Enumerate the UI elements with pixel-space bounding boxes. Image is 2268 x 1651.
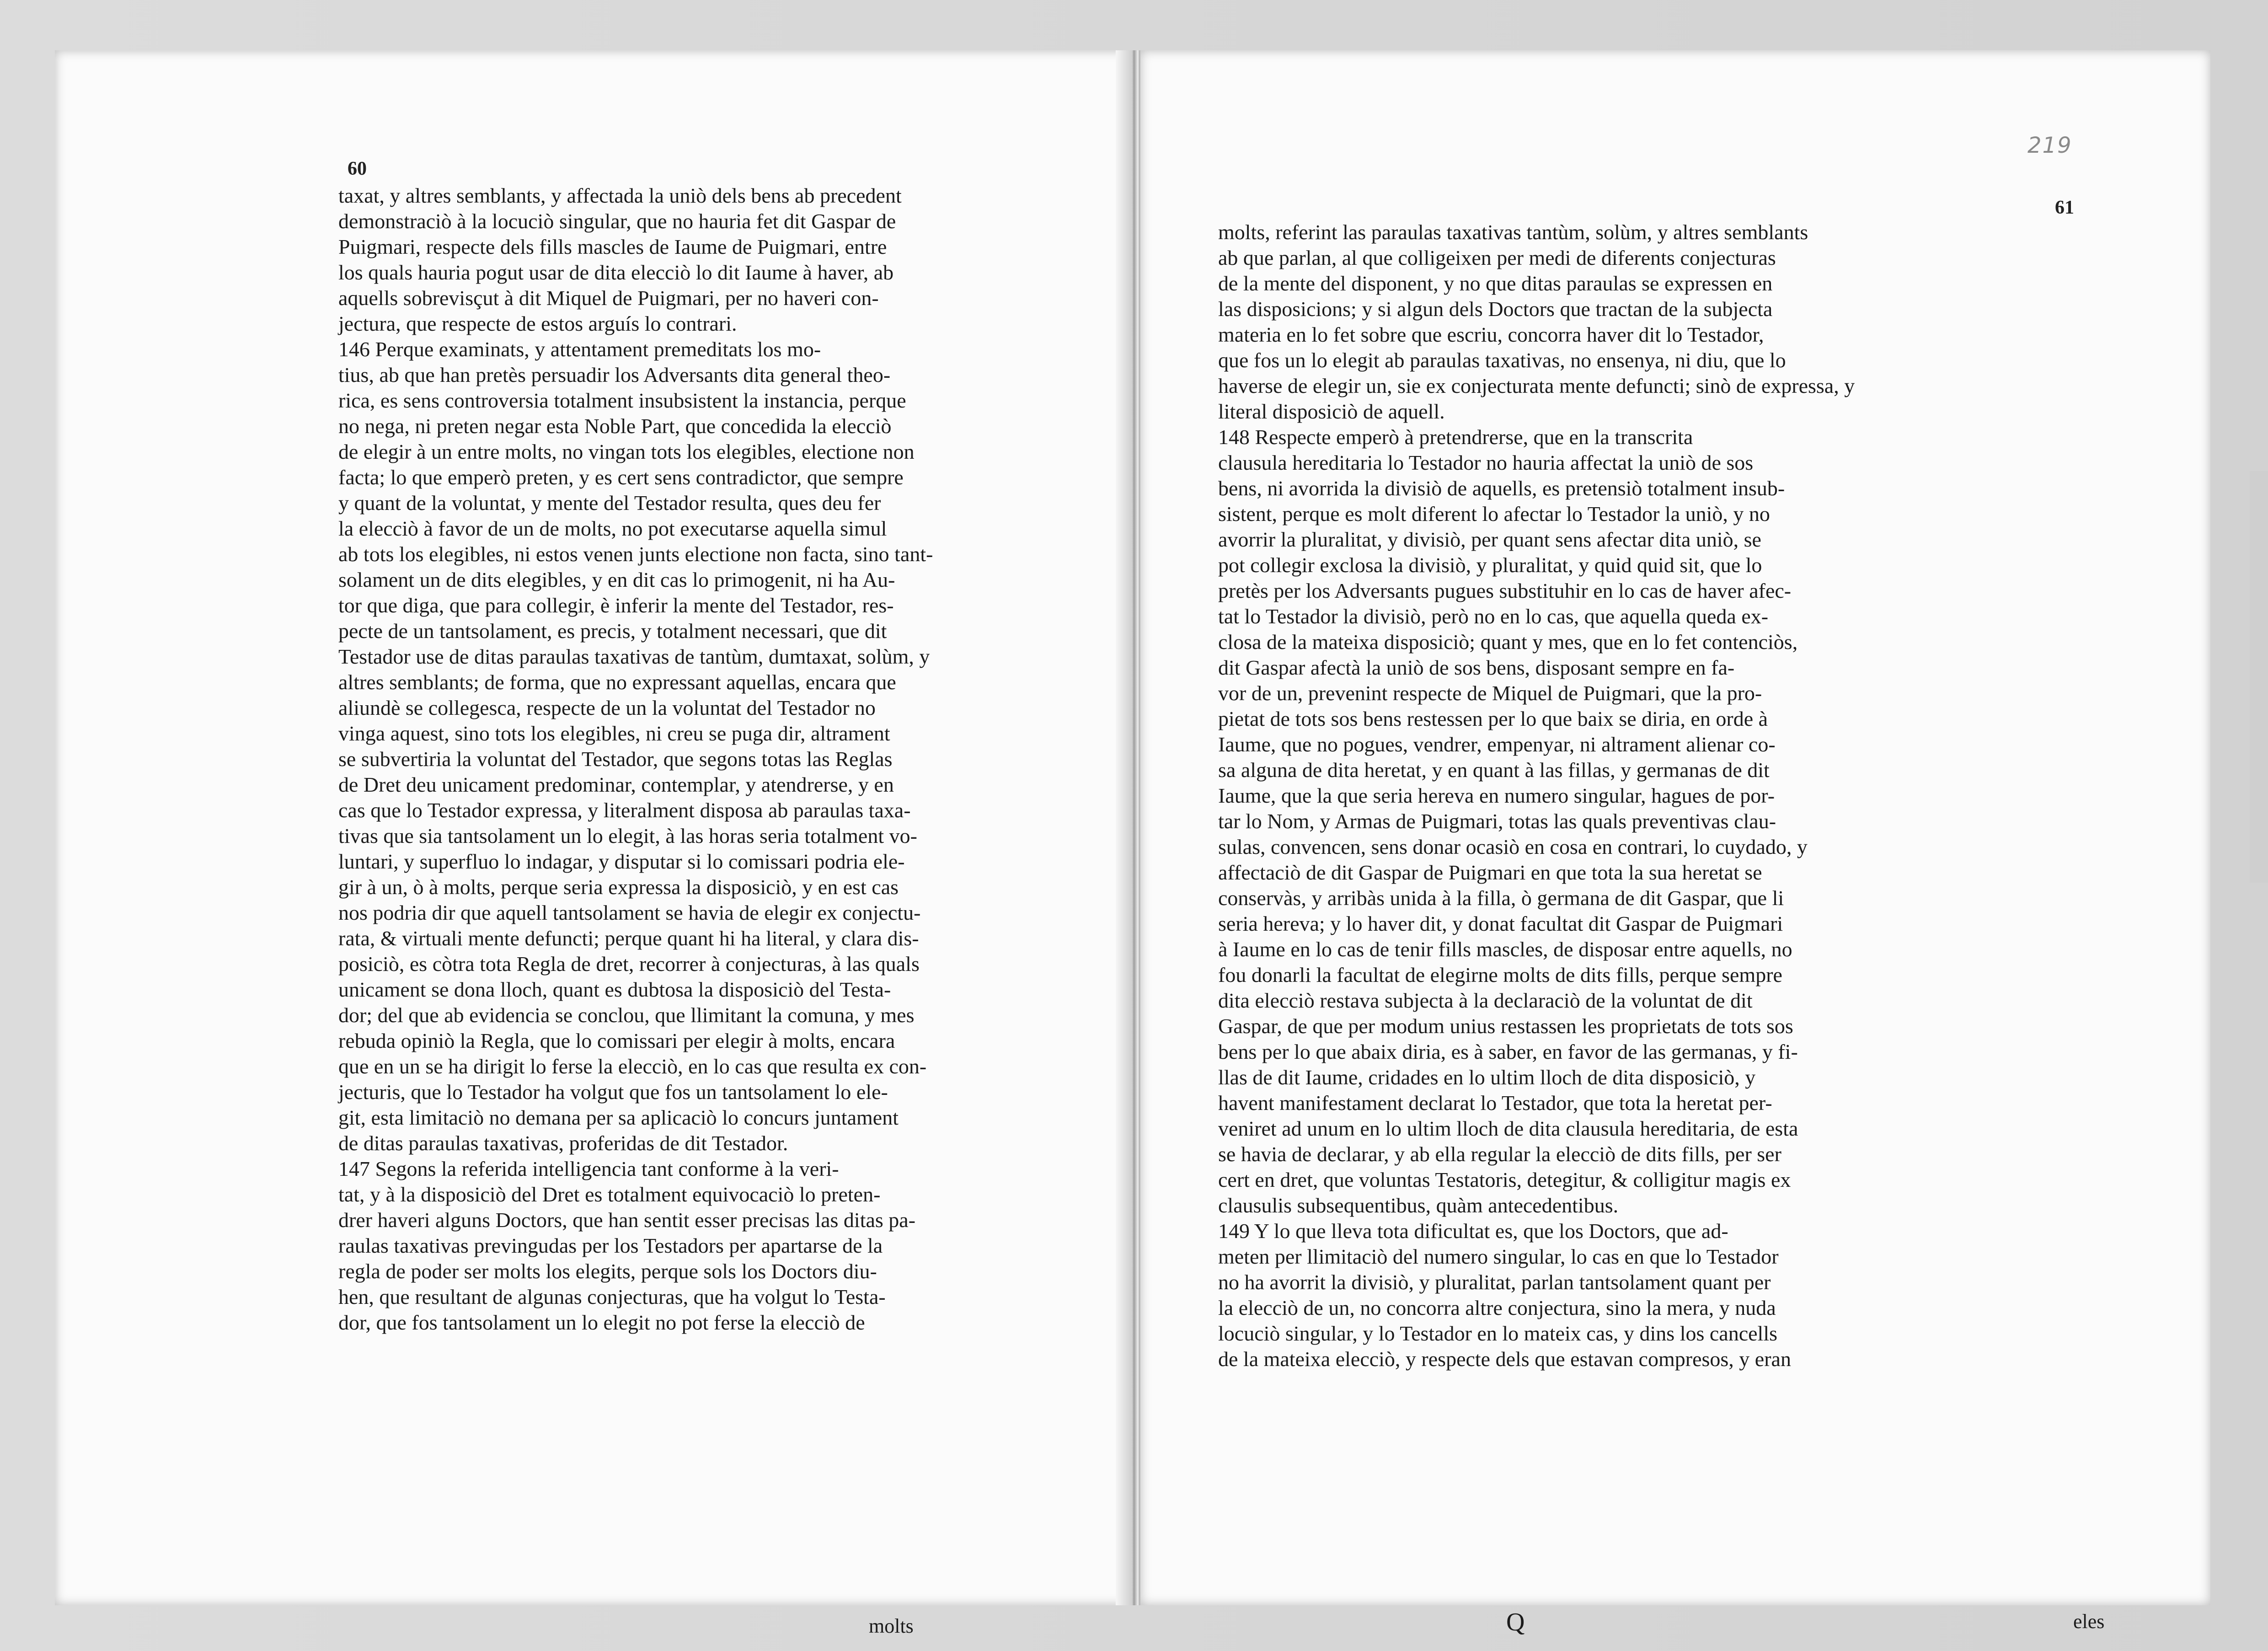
signature-mark: Q bbox=[1506, 1608, 1525, 1636]
page-body-text: molts, referint las paraulas taxativas tantùm, solùm, y altres semblants ab que parlan, al que colligeixen per medi de diferents conjecturas de la mente del disponent, y no que ditas paraulas se expressen en las disposicions; y si algun dels Doctors que tractan de la subjecta materia en lo fet sobre que escriu, concorra haver dit lo Testador, que fos un lo elegit ab paraulas taxativas, no ensenya, ni diu, que lo haverse de elegir un, sie ex conjecturata mente defuncti; sinò de expressa, y literal disposiciò de aquell. 148 Respecte emperò à pretendrerse, que en la transcrita clausula hereditaria lo Testador no hauria affectat la uniò de sos bens, ni avorrida la divisiò de aquells, es pretensiò totalment insub- sistent, perque es molt diferent lo afectar lo Testador la uniò, y no avorrir la pluralitat, y divisiò, per quant sens afectar dita uniò, se pot collegir exclosa la divisiò, y pluralitat, y quid quid sit, que lo pretès per los Adversants pugues substituhir en lo cas de haver afec- tat lo Testador la divisiò, però no en lo cas, que aquella queda ex- closa de la mateixa disposiciò; quant y mes, que en lo fet contenciòs, dit Gaspar afectà la uniò de sos bens, disposant sempre en fa- vor de un, prevenint respecte de Miquel de Puigmari, que la pro- pietat de tots sos bens restessen per lo que baix se diria, en orde à Iaume, que no pogues, vendrer, empenyar, ni altrament alienar co- sa alguna de dita heretat, y en quant à las fillas, y germanas de dit Iaume, que la que seria hereva en numero singular, hagues de por- tar lo Nom, y Armas de Puigmari, totas las quals preventivas clau- sulas, convencen, sens donar ocasiò en cosa en contrari, lo cuydado, y affectaciò de dit Gaspar de Puigmari en que tota la sua heretat se conservàs, y arribàs unida à la filla, ò germana de dit Gaspar, que li seria hereva; y lo haver dit, y donat facultat dit Gaspar de Puigmari à Iaume en lo cas de tenir fills mascles, de disposar entre aquells, no fou donarli la facultat de elegirne molts de dits fills, perque sempre dita elecciò restava subjecta à la declaraciò de la voluntat de dit Gaspar, de que per modum unius restassen les proprietats de tots sos bens per lo que abaix diria, es à saber, en favor de las germanas, y fi- llas de dit Iaume, cridades en lo ultim lloch de dita disposiciò, y havent manifestament declarat lo Testador, que tota la heretat per- veniret ad unum en lo ultim lloch de dita clausula hereditaria, de esta se havia de declarar, y ab ella regular la elecciò de dits fills, per ser cert en dret, que voluntas Testatoris, detegitur, & colligitur magis ex clausulis subsequentibus, quàm antecedentibus. 149 Y lo que lleva tota dificultat es, que los Doctors, que ad- meten per llimitaciò del numero singular, lo cas en que lo Testador no ha avorrit la divisiò, y pluralitat, parlan tantsolament quant per la elecciò de un, no concorra altre conjectura, sino la mera, y nuda locuciò singular, y lo Testador en lo mateix cas, y dins los cancells de la mateixa elecciò, y respecte dels que estavan compresos, y eran bbox=[1218, 220, 1855, 1371]
page-number: 61 bbox=[2055, 197, 2074, 218]
catchword: eles bbox=[2073, 1610, 2105, 1633]
page-body-text: taxat, y altres semblants, y affectada la uniò dels bens ab precedent demonstraciò à la locuciò singular, que no hauria fet dit Gaspar de Puigmari, respecte dels fills mascles de Iaume de Puigmari, entre los quals hauria pogut usar de dita elecciò lo dit Iaume à haver, ab aquells sobrevisçut à dit Miquel de Puigmari, per no haveri con- jectura, que respecte de estos arguís lo contrari. 146 Perque examinats, y attentament premeditats los mo- tius, ab que han pretès persuadir los Adversants dita general theo- rica, es sens controversia totalment insubsistent la instancia, perque no nega, ni preten negar esta Noble Part, que concedida la elecciò de elegir à un entre molts, no vingan tots los elegibles, electione non facta; lo que emperò preten, y es cert sens contradictor, que sempre y quant de la voluntat, y mente del Testador resulta, ques deu fer la elecciò à favor de un de molts, no pot executarse aquella simul ab tots los elegibles, ni estos venen junts electione non facta, sino tant- solament un de dits elegibles, y en dit cas lo primogenit, ni ha Au- tor que diga, que para collegir, è inferir la mente del Testador, res- pecte de un tantsolament, es precis, y totalment necessari, que dit Testador use de ditas paraulas taxativas de tantùm, dumtaxat, solùm, y altres semblants; de forma, que no expressant aquellas, encara que aliundè se collegesca, respecte de un la voluntat del Testador no vinga aquest, sino tots los elegibles, ni creu se puga dir, altrament se subvertiria la voluntat del Testador, que segons totas las Reglas de Dret deu unicament predominar, contemplar, y atendrerse, y en cas que lo Testador expressa, y literalment disposa ab paraulas taxa- tivas que sia tantsolament un lo elegit, à las horas seria totalment vo- luntari, y superfluo lo indagar, y disputar si lo comissari podria ele- gir à un, ò à molts, perque seria expressa la disposiciò, y en est cas nos podria dir que aquell tantsolament se havia de elegir ex conjectu- rata, & virtuali mente defuncti; perque quant hi ha literal, y clara dis- posiciò, es còtra tota Regla de dret, recorrer à conjecturas, à las quals unicament se dona lloch, quant es dubtosa la disposiciò del Testa- dor; del que ab evidencia se conclou, que llimitant la comuna, y mes rebuda opiniò la Regla, que lo comissari per elegir à molts, encara que en un se ha dirigit lo ferse la elecciò, en lo cas que resulta ex con- jecturis, que lo Testador ha volgut que fos un tantsolament lo ele- git, esta limitaciò no demana per sa aplicaciò lo concurs juntament de ditas paraulas taxativas, proferidas de dit Testador. 147 Segons la referida intelligencia tant conforme à la veri- tat, y à la disposiciò del Dret es totalment equivocaciò lo preten- drer haveri alguns Doctors, que han sentit esser precisas las ditas pa- raulas taxativas previngudas per los Testadors per apartarse de la regla de poder ser molts los elegits, perque sols los Doctors diu- hen, que resultant de algunas conjecturas, que ha volgut lo Testa- dor, que fos tantsolament un lo elegit no pot ferse la elecciò de bbox=[338, 184, 933, 1334]
page-number: 60 bbox=[348, 158, 367, 179]
page-fold-edge bbox=[2250, 471, 2268, 883]
left-page bbox=[55, 50, 1137, 1637]
right-page bbox=[1139, 50, 2210, 1636]
catchword: molts bbox=[869, 1615, 914, 1637]
handwritten-folio-number: 219 bbox=[2027, 133, 2072, 158]
